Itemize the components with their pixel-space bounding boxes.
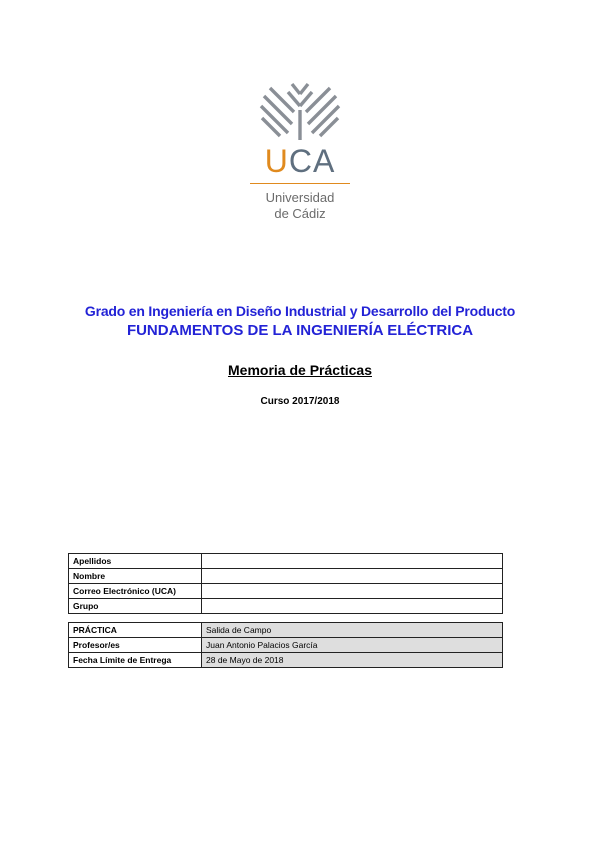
table-row bbox=[69, 554, 503, 569]
logo-abbreviation bbox=[248, 144, 352, 178]
group-field[interactable] bbox=[202, 599, 503, 614]
uca-emblem-icon bbox=[248, 82, 352, 144]
logo-abbrev-u: U bbox=[264, 143, 289, 179]
logo-line-1: Universidad bbox=[265, 190, 335, 205]
logo-abbrev-ca: CA bbox=[288, 143, 336, 179]
university-logo bbox=[248, 82, 352, 222]
document-title: Memoria de Prácticas bbox=[228, 362, 372, 378]
degree-title: Grado en Ingeniería en Diseño Industrial y Desarrollo del Producto bbox=[84, 303, 516, 319]
email-field[interactable] bbox=[202, 584, 503, 599]
professor-value: Juan Antonio Palacios García bbox=[202, 638, 503, 653]
table-row bbox=[69, 599, 503, 614]
deadline-value: 28 de Mayo de 2018 bbox=[202, 653, 503, 668]
table-row bbox=[69, 653, 503, 668]
row-label: Apellidos bbox=[69, 554, 202, 569]
table-row bbox=[69, 623, 503, 638]
logo-divider bbox=[250, 183, 350, 184]
table-row bbox=[69, 569, 503, 584]
row-label: Fecha Límite de Entrega bbox=[69, 653, 202, 668]
course-year: Curso 2017/2018 bbox=[260, 396, 340, 407]
row-label: Grupo bbox=[69, 599, 202, 614]
row-label: Nombre bbox=[69, 569, 202, 584]
row-label: Profesor/es bbox=[69, 638, 202, 653]
name-field[interactable] bbox=[202, 569, 503, 584]
row-label: PRÁCTICA bbox=[69, 623, 202, 638]
student-info-table bbox=[68, 553, 503, 614]
logo-line-2: de Cádiz bbox=[274, 206, 326, 221]
row-label: Correo Electrónico (UCA) bbox=[69, 584, 202, 599]
practice-info-table bbox=[68, 622, 503, 668]
table-row bbox=[69, 638, 503, 653]
table-row bbox=[69, 584, 503, 599]
practice-value: Salida de Campo bbox=[202, 623, 503, 638]
subject-title: FUNDAMENTOS DE LA INGENIERÍA ELÉCTRICA bbox=[126, 322, 474, 339]
title-block bbox=[0, 302, 600, 341]
surname-field[interactable] bbox=[202, 554, 503, 569]
